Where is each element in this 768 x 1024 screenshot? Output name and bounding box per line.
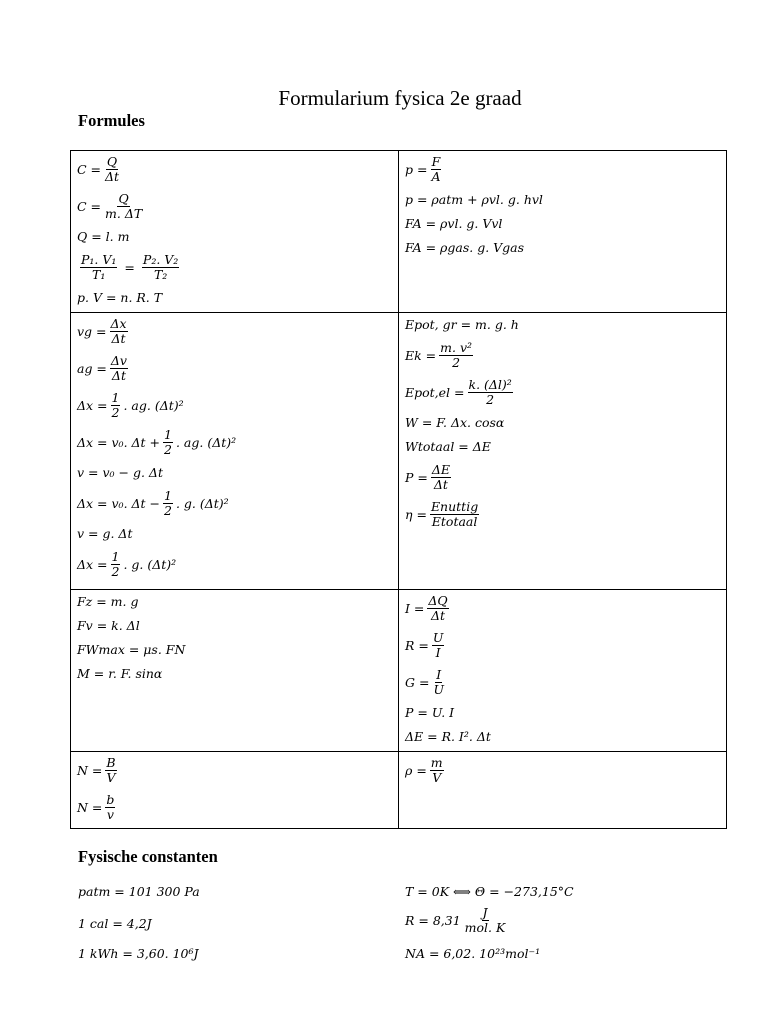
- cell-electricity: [399, 590, 727, 752]
- formula-density: [405, 752, 722, 789]
- numerator: J: [482, 905, 488, 920]
- constant-text: R = 8,31: [405, 913, 461, 929]
- formula-text: W = F. Δx. cosα: [405, 415, 505, 431]
- fraction: [105, 793, 115, 823]
- numerator: 1: [111, 548, 120, 564]
- formula-text: C =: [77, 161, 102, 177]
- formula-heat-capacity: [77, 151, 394, 188]
- fraction: [427, 594, 448, 624]
- formula-text: C =: [77, 198, 102, 214]
- denominator: Δt: [111, 368, 126, 383]
- fraction: [430, 500, 479, 530]
- fraction: [104, 192, 143, 222]
- fraction: [430, 756, 444, 786]
- formula-text: Q = l. m: [77, 229, 130, 245]
- formula-text: p = ρatm + ρvl. g. hvl: [405, 192, 543, 208]
- formula-text: N =: [77, 799, 103, 815]
- fraction: [110, 354, 128, 384]
- formula-gravity: [77, 590, 394, 614]
- denominator: Δt: [111, 331, 126, 346]
- fraction: [104, 155, 120, 185]
- cell-misc-right: [399, 752, 727, 829]
- formula-buoyancy-liquid: [405, 212, 722, 236]
- fraction: [431, 463, 451, 493]
- formula-text: P =: [405, 469, 428, 485]
- numerator: m. v²: [440, 339, 473, 355]
- numerator: Enuttig: [430, 498, 479, 514]
- formula-work: [405, 411, 722, 435]
- numerator: Q: [118, 190, 129, 206]
- formula-power: [405, 459, 722, 496]
- fraction: [80, 253, 117, 283]
- fraction: [464, 906, 507, 936]
- formula-text: vg =: [77, 323, 107, 339]
- numerator: k. (Δl)²: [468, 376, 512, 392]
- fraction: [432, 668, 445, 698]
- formula-conductance: [405, 664, 722, 701]
- denominator: 2: [111, 405, 120, 420]
- denominator: m. ΔT: [105, 206, 143, 221]
- formula-velocity-fall: [77, 522, 394, 546]
- formula-text: Δx = v₀. Δt +: [77, 434, 161, 450]
- fraction: [105, 756, 116, 786]
- cell-thermo: [71, 151, 399, 313]
- numerator: 1: [164, 426, 172, 442]
- section-heading-constanten: Fysische constanten: [78, 847, 218, 866]
- formula-N-b-v: [77, 789, 394, 826]
- formula-text: . g. (Δt)²: [175, 495, 229, 511]
- formula-efficiency: [405, 496, 722, 533]
- constant-avogadro: [405, 946, 540, 961]
- numerator: Δx: [110, 315, 127, 331]
- fraction: [468, 378, 513, 408]
- formula-text: . ag. (Δt)²: [123, 397, 184, 413]
- formula-text: Δx =: [77, 397, 108, 413]
- formula-displacement-v0-plus: [77, 424, 394, 461]
- formula-text: . g. (Δt)²: [123, 556, 177, 572]
- fraction: [110, 317, 128, 347]
- formula-text: Epot, gr = m. g. h: [405, 317, 519, 333]
- formula-avg-acceleration: [77, 350, 394, 387]
- formula-elastic-energy: [405, 374, 722, 411]
- formula-kinetic-energy: [405, 337, 722, 374]
- numerator: m: [430, 754, 443, 770]
- denominator: Δt: [433, 477, 448, 492]
- constant-gas-constant: [405, 906, 509, 936]
- formula-pressure: [405, 151, 722, 188]
- denominator: V: [106, 770, 116, 785]
- formula-specific-heat: [77, 188, 394, 225]
- numerator: Q: [106, 153, 118, 169]
- formula-text: Fz = m. g: [77, 594, 139, 610]
- formula-displacement-fall: [77, 546, 394, 583]
- numerator: P₁. V₁: [81, 251, 117, 267]
- fraction: [142, 253, 179, 283]
- formula-gas-law: [77, 249, 394, 286]
- numerator: 1: [164, 487, 172, 503]
- formula-friction: [77, 638, 394, 662]
- numerator: b: [106, 791, 115, 807]
- denominator: A: [431, 169, 441, 184]
- denominator: Etotaal: [431, 514, 478, 529]
- formula-text: Wtotaal = ΔE: [405, 439, 491, 455]
- denominator: 2: [452, 355, 461, 370]
- formula-displacement-accel: [77, 387, 394, 424]
- denominator: T₁: [92, 267, 106, 282]
- cell-kinematics: [71, 313, 399, 590]
- denominator: T₂: [153, 267, 168, 282]
- formula-text: Fv = k. Δl: [77, 618, 140, 634]
- formula-text: Δx =: [77, 556, 108, 572]
- formula-displacement-v0-minus: [77, 485, 394, 522]
- cell-energy: [399, 313, 727, 590]
- formula-text: ΔE = R. I². Δt: [405, 729, 491, 745]
- formula-text: Ek =: [405, 347, 437, 363]
- cell-pressure: [399, 151, 727, 313]
- formula-total-work: [405, 435, 722, 459]
- constant-text: 1 kWh = 3,60. 10⁶J: [78, 946, 199, 961]
- formula-text: FA = ρvl. g. Vvl: [405, 216, 503, 232]
- constant-kwh: [78, 946, 199, 961]
- formula-ideal-gas: [77, 286, 394, 310]
- numerator: P₂. V₂: [142, 251, 179, 267]
- numerator: U: [432, 629, 444, 645]
- formula-text: M = r. F. sinα: [77, 666, 163, 682]
- denominator: mol. K: [464, 920, 506, 936]
- fraction: [163, 428, 173, 458]
- fraction: [111, 391, 121, 421]
- fraction: [163, 489, 173, 519]
- formula-text: I =: [405, 600, 425, 616]
- formula-avg-velocity: [77, 313, 394, 350]
- formula-buoyancy-gas: [405, 236, 722, 260]
- denominator: V: [432, 770, 442, 785]
- formula-text: Epot,el =: [405, 384, 465, 400]
- formula-text: P = U. I: [405, 705, 455, 721]
- constant-cal: [78, 916, 152, 931]
- fraction: [432, 631, 445, 661]
- constant-text: 1 cal = 4,2J: [78, 916, 152, 931]
- formula-text: ag =: [77, 360, 107, 376]
- denominator: v: [106, 807, 114, 822]
- formula-text: . ag. (Δt)²: [175, 434, 237, 450]
- numerator: F: [431, 153, 441, 169]
- formula-text: N =: [77, 762, 103, 778]
- equals-sign: =: [124, 259, 135, 275]
- formula-text: η =: [405, 506, 427, 522]
- formula-text: FA = ρgas. g. Vgas: [405, 240, 525, 256]
- section-heading-formules: Formules: [78, 111, 145, 130]
- formula-hydrostatic-pressure: [405, 188, 722, 212]
- formula-text: ρ =: [405, 762, 427, 778]
- formula-spring: [77, 614, 394, 638]
- formula-electric-power: [405, 701, 722, 725]
- formula-velocity-throw: [77, 461, 394, 485]
- formula-N-B-V: [77, 752, 394, 789]
- denominator: U: [433, 682, 444, 697]
- constant-text: NA = 6,02. 10²³mol⁻¹: [405, 946, 541, 961]
- formula-text: p =: [405, 161, 428, 177]
- formula-text: v = g. Δt: [77, 526, 133, 542]
- formula-table: [70, 150, 727, 829]
- constant-temperature: [405, 884, 574, 899]
- formula-latent-heat: [77, 225, 394, 249]
- denominator: 2: [164, 442, 172, 457]
- formula-text: v = v₀ − g. Δt: [77, 465, 163, 481]
- denominator: Δt: [105, 169, 120, 184]
- formula-text: p. V = n. R. T: [77, 290, 163, 306]
- document-title: Formularium fysica 2e graad: [278, 86, 522, 110]
- denominator: 2: [164, 503, 172, 518]
- numerator: Δv: [110, 352, 127, 368]
- constant-text: patm = 101 300 Pa: [78, 884, 200, 899]
- formula-text: G =: [405, 674, 430, 690]
- constant-patm: [78, 884, 200, 899]
- formula-text: R =: [405, 637, 429, 653]
- fraction: [111, 550, 121, 580]
- numerator: ΔQ: [428, 592, 448, 608]
- formula-text: Δx = v₀. Δt −: [77, 495, 161, 511]
- constant-text: T = 0K ⟺ Θ = −273,15°C: [405, 884, 574, 899]
- denominator: I: [435, 645, 441, 660]
- fraction: [430, 155, 441, 185]
- fraction: [439, 341, 473, 371]
- cell-misc-left: [71, 752, 399, 829]
- cell-forces: [71, 590, 399, 752]
- formula-joule-heat: [405, 725, 722, 749]
- denominator: 2: [486, 392, 495, 407]
- denominator: 2: [111, 564, 120, 579]
- numerator: B: [106, 754, 116, 770]
- formula-potential-energy: [405, 313, 722, 337]
- numerator: 1: [111, 389, 120, 405]
- numerator: I: [436, 666, 442, 682]
- denominator: Δt: [431, 608, 446, 623]
- formula-current: [405, 590, 722, 627]
- numerator: ΔE: [431, 461, 451, 477]
- formula-moment: [77, 662, 394, 686]
- formula-text: FWmax = μs. FN: [77, 642, 186, 658]
- formula-resistance: [405, 627, 722, 664]
